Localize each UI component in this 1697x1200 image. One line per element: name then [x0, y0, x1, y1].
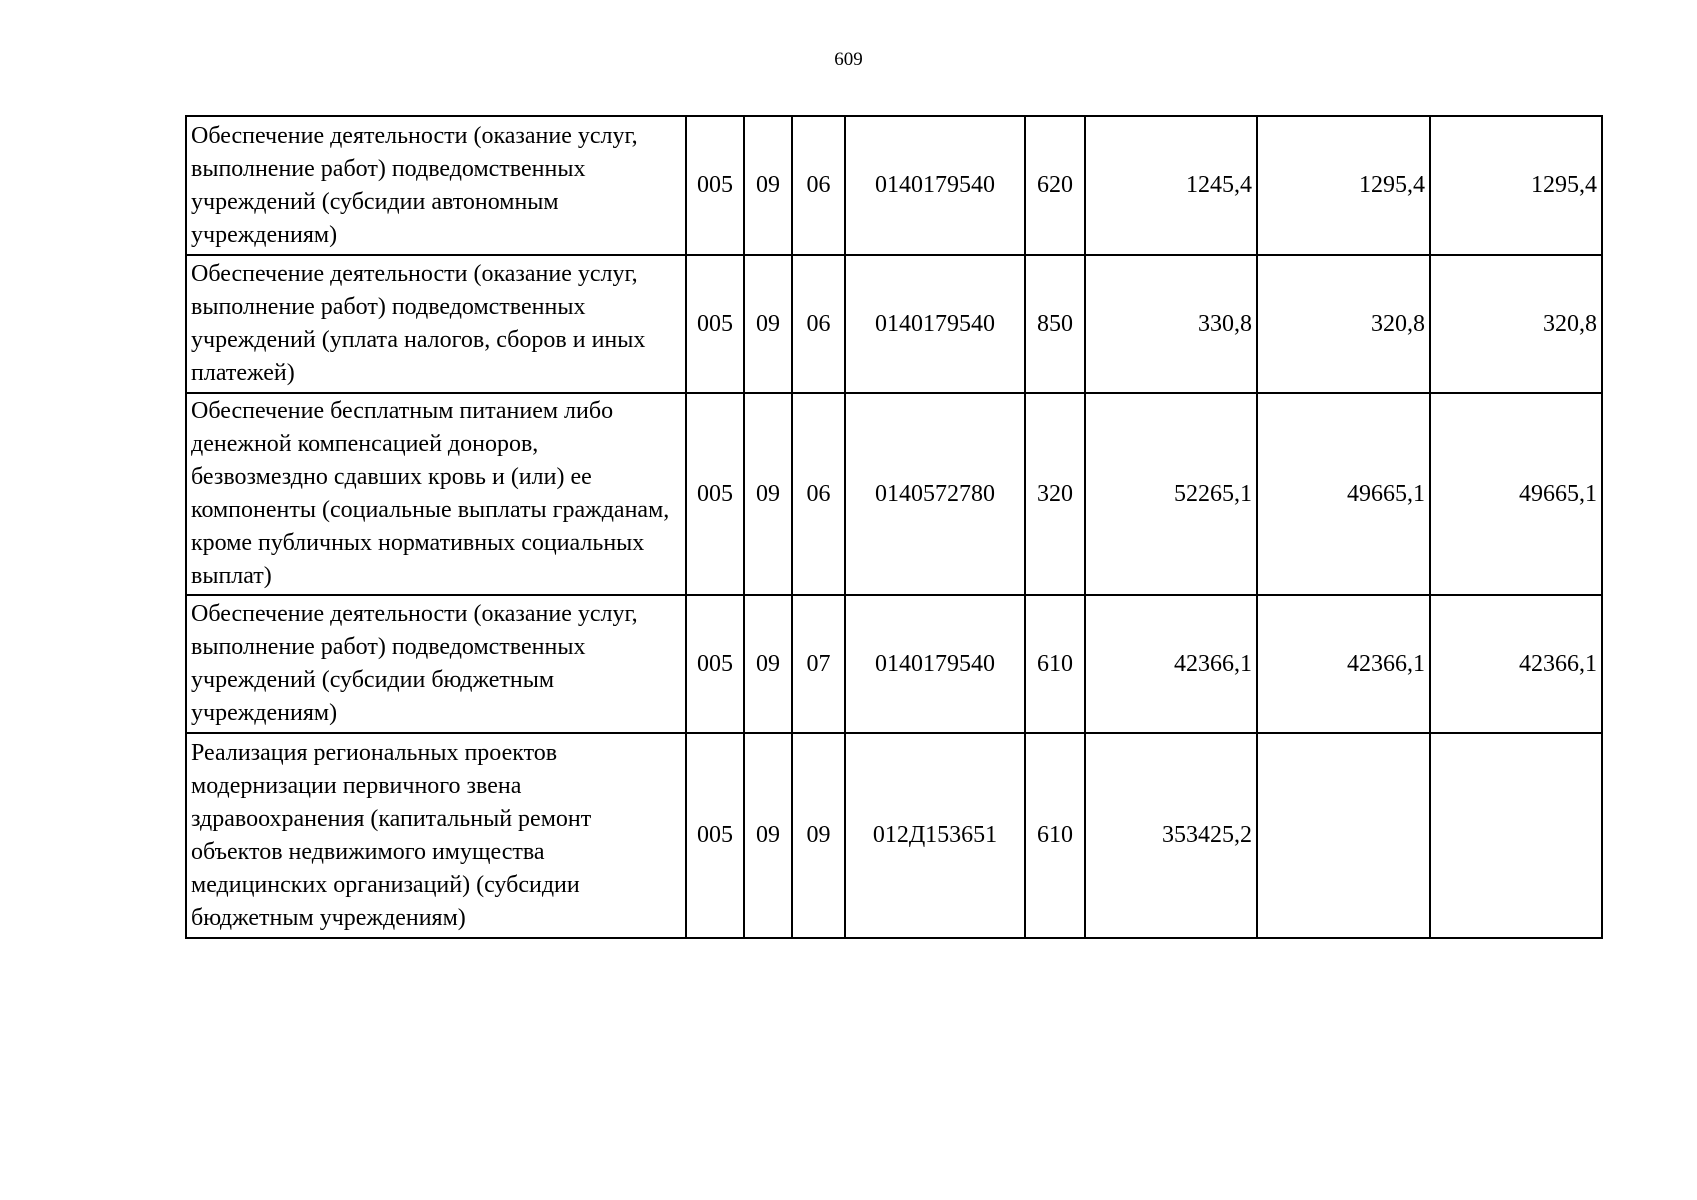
sum-year1-cell: 42366,1 — [1085, 595, 1257, 733]
target-article-cell: 0140179540 — [845, 595, 1025, 733]
expense-type-cell: 610 — [1025, 733, 1085, 938]
row-name-cell: Обеспечение деятельности (оказание услуг, выполнение работ) подведомственных учреждений (субсидии бюджетным учреждениям) — [186, 595, 686, 733]
ministry-code-cell: 005 — [686, 255, 744, 393]
table-row — [186, 116, 1602, 255]
sum-year1-cell: 52265,1 — [1085, 393, 1257, 595]
budget-table — [185, 115, 1603, 939]
target-article-cell: 0140179540 — [845, 116, 1025, 255]
sum-year2-cell: 49665,1 — [1257, 393, 1430, 595]
section-code-cell: 09 — [744, 116, 792, 255]
subsection-code-cell: 09 — [792, 733, 845, 938]
sum-year1-cell: 353425,2 — [1085, 733, 1257, 938]
expense-type-cell: 620 — [1025, 116, 1085, 255]
row-name-cell: Обеспечение бесплатным питанием либо денежной компенсацией доноров, безвозмездно сдавших кровь и (или) ее компоненты (социальные выплаты гражданам, кроме публичных нормативных социальных выплат) — [186, 393, 686, 595]
target-article-cell: 0140179540 — [845, 255, 1025, 393]
page-number: 609 — [834, 49, 863, 70]
table-row — [186, 393, 1602, 595]
sum-year1-cell: 1245,4 — [1085, 116, 1257, 255]
expense-type-cell: 610 — [1025, 595, 1085, 733]
sum-year2-cell: 320,8 — [1257, 255, 1430, 393]
section-code-cell: 09 — [744, 393, 792, 595]
row-name-cell: Реализация региональных проектов модернизации первичного звена здравоохранения (капитальный ремонт объектов недвижимого имущества медицинских организаций) (субсидии бюджетным учреждениям) — [186, 733, 686, 938]
table-row — [186, 255, 1602, 393]
sum-year3-cell: 320,8 — [1430, 255, 1602, 393]
ministry-code-cell: 005 — [686, 116, 744, 255]
ministry-code-cell: 005 — [686, 733, 744, 938]
row-name-cell: Обеспечение деятельности (оказание услуг, выполнение работ) подведомственных учреждений (субсидии автономным учреждениям) — [186, 116, 686, 255]
subsection-code-cell: 06 — [792, 393, 845, 595]
sum-year3-cell: 42366,1 — [1430, 595, 1602, 733]
expense-type-cell: 850 — [1025, 255, 1085, 393]
sum-year3-cell — [1430, 733, 1602, 938]
ministry-code-cell: 005 — [686, 595, 744, 733]
table-row — [186, 733, 1602, 938]
sum-year2-cell: 42366,1 — [1257, 595, 1430, 733]
ministry-code-cell: 005 — [686, 393, 744, 595]
target-article-cell: 012Д153651 — [845, 733, 1025, 938]
sum-year2-cell: 1295,4 — [1257, 116, 1430, 255]
sum-year3-cell: 1295,4 — [1430, 116, 1602, 255]
section-code-cell: 09 — [744, 595, 792, 733]
sum-year3-cell: 49665,1 — [1430, 393, 1602, 595]
table-row — [186, 595, 1602, 733]
subsection-code-cell: 06 — [792, 116, 845, 255]
expense-type-cell: 320 — [1025, 393, 1085, 595]
sum-year2-cell — [1257, 733, 1430, 938]
sum-year1-cell: 330,8 — [1085, 255, 1257, 393]
section-code-cell: 09 — [744, 733, 792, 938]
row-name-cell: Обеспечение деятельности (оказание услуг, выполнение работ) подведомственных учреждений (уплата налогов, сборов и иных платежей) — [186, 255, 686, 393]
section-code-cell: 09 — [744, 255, 792, 393]
subsection-code-cell: 07 — [792, 595, 845, 733]
target-article-cell: 0140572780 — [845, 393, 1025, 595]
subsection-code-cell: 06 — [792, 255, 845, 393]
